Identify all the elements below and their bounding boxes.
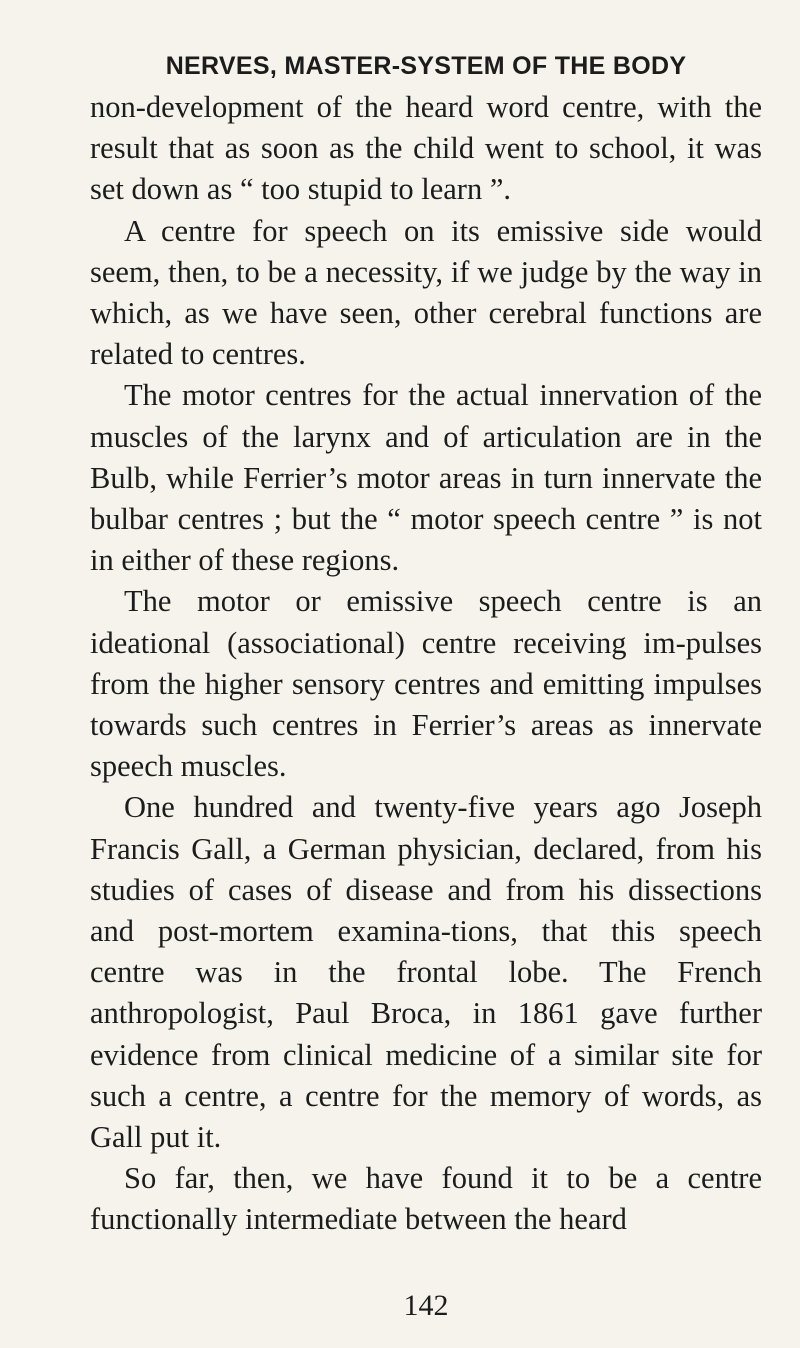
body-text <box>90 87 762 1241</box>
paragraph-continuation: non-development of the heard word centre, with the result that as soon as the child went to school, it was set down as “ too stupid to learn ”. <box>90 90 762 207</box>
page-number: 142 <box>403 1289 449 1322</box>
running-head: NERVES, MASTER-SYSTEM OF THE BODY <box>165 52 687 80</box>
paragraph-so-far: So far, then, we have found it to be a centre functionally intermediate between the heard <box>90 1161 762 1237</box>
paragraph-motor-centres: The motor centres for the actual innervation of the muscles of the larynx and of articulation are in the Bulb, while Ferrier’s motor areas in turn innervate the bulbar centres ; but the “ motor speech centre ” is not in either of these regions. <box>90 378 762 578</box>
paragraph-ideational-centre: The motor or emissive speech centre is an ideational (associational) centre receiving im-pulses from the higher sensory centres and emitting impulses towards such centres in Ferrier’s areas as innervate speech muscles. <box>90 584 762 784</box>
book-page <box>90 52 762 1332</box>
paragraph-emissive-centre: A centre for speech on its emissive side would seem, then, to be a necessity, if we judge by the way in which, as we have seen, other cerebral functions are related to centres. <box>90 213 762 372</box>
paragraph-gall-broca: One hundred and twenty-five years ago Joseph Francis Gall, a German physician, declared, from his studies of cases of disease and from his dissections and post-mortem examina-tions, that this speech centre was in the frontal lobe. The French anthropologist, Paul Broca, in 1861 gave further evidence from clinical medicine of a similar site for such a centre, a centre for the memory of words, as Gall put it. <box>90 790 762 1155</box>
